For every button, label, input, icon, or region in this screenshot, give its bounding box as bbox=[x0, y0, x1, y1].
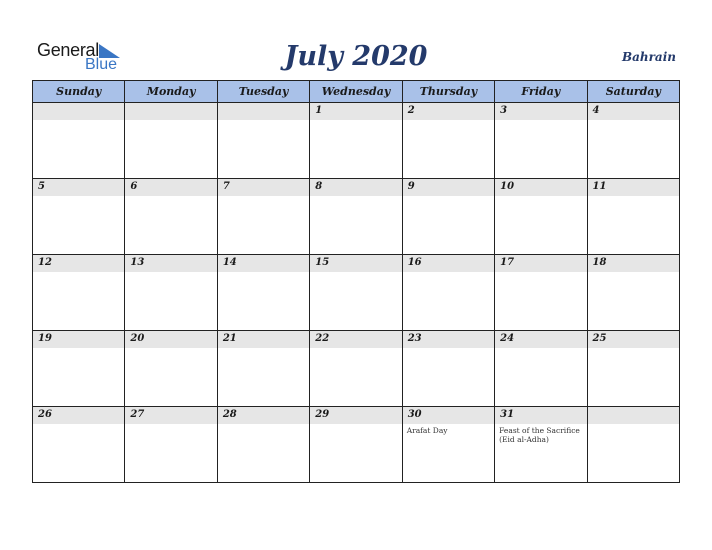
day-cell-header bbox=[125, 103, 216, 120]
day-number: 26 bbox=[38, 409, 52, 420]
day-cell bbox=[402, 331, 494, 407]
weekday-header: Friday bbox=[495, 81, 587, 103]
day-number: 13 bbox=[130, 257, 145, 268]
day-cell-header bbox=[310, 255, 401, 272]
day-number: 3 bbox=[500, 105, 508, 116]
day-cell bbox=[125, 407, 217, 483]
day-cell bbox=[402, 255, 494, 331]
day-cell bbox=[33, 331, 125, 407]
weekday-header: Thursday bbox=[402, 81, 494, 103]
calendar-title: July 2020 bbox=[284, 41, 428, 72]
day-number: 17 bbox=[500, 257, 515, 268]
day-cell bbox=[125, 331, 217, 407]
day-cell-header bbox=[495, 103, 586, 120]
day-cell-header bbox=[403, 103, 494, 120]
weekday-header: Tuesday bbox=[217, 81, 309, 103]
day-number: 25 bbox=[592, 333, 607, 344]
day-cell bbox=[495, 407, 587, 483]
logo-word-blue: Blue bbox=[85, 56, 118, 73]
day-cell bbox=[217, 255, 309, 331]
day-cell bbox=[33, 103, 125, 179]
day-number: 5 bbox=[38, 181, 45, 192]
day-cell-header bbox=[33, 179, 124, 196]
week-row bbox=[33, 331, 680, 407]
day-cell bbox=[310, 331, 402, 407]
day-cell bbox=[33, 179, 125, 255]
day-number: 31 bbox=[500, 409, 515, 420]
day-number: 11 bbox=[592, 181, 607, 192]
day-cell-header bbox=[403, 407, 494, 424]
day-cell bbox=[310, 255, 402, 331]
day-cell bbox=[402, 179, 494, 255]
day-cell bbox=[587, 331, 679, 407]
day-cell bbox=[495, 331, 587, 407]
day-cell bbox=[402, 407, 494, 483]
day-cell-header bbox=[403, 255, 494, 272]
day-cell-header bbox=[218, 255, 309, 272]
day-cell-header bbox=[218, 331, 309, 348]
day-cell-header bbox=[33, 255, 124, 272]
day-number: 21 bbox=[222, 333, 237, 344]
day-number: 9 bbox=[407, 181, 415, 192]
day-cell bbox=[495, 179, 587, 255]
day-cell bbox=[217, 103, 309, 179]
day-cell bbox=[587, 407, 679, 483]
day-cell bbox=[495, 103, 587, 179]
day-cell-header bbox=[310, 407, 401, 424]
day-number: 29 bbox=[315, 409, 330, 420]
day-cell-header bbox=[33, 407, 124, 424]
month-calendar bbox=[32, 80, 680, 483]
day-cell bbox=[217, 407, 309, 483]
day-cell-header bbox=[403, 179, 494, 196]
day-number: 2 bbox=[407, 105, 415, 116]
day-cell-header bbox=[125, 179, 216, 196]
week-row bbox=[33, 179, 680, 255]
day-cell bbox=[495, 255, 587, 331]
day-cell bbox=[217, 331, 309, 407]
day-number: 10 bbox=[500, 181, 515, 192]
day-number: 6 bbox=[130, 181, 138, 192]
day-number: 1 bbox=[315, 105, 323, 116]
day-cell-header bbox=[588, 179, 679, 196]
day-cell-header bbox=[125, 331, 216, 348]
day-number: 28 bbox=[222, 409, 237, 420]
day-number: 20 bbox=[130, 333, 145, 344]
day-cell bbox=[587, 103, 679, 179]
day-number: 12 bbox=[38, 257, 52, 268]
day-cell bbox=[217, 179, 309, 255]
day-cell bbox=[125, 103, 217, 179]
day-number: 24 bbox=[500, 333, 515, 344]
day-cell-header bbox=[125, 255, 216, 272]
day-cell-header bbox=[495, 331, 586, 348]
day-cell-header bbox=[588, 331, 679, 348]
day-cell-header bbox=[310, 103, 401, 120]
day-number: 19 bbox=[38, 333, 52, 344]
day-cell-header bbox=[218, 103, 309, 120]
day-cell-header bbox=[495, 255, 586, 272]
holiday-event: Arafat Day bbox=[406, 426, 448, 435]
day-cell-header bbox=[33, 103, 124, 120]
day-number: 23 bbox=[407, 333, 422, 344]
day-cell-header bbox=[310, 179, 401, 196]
day-number: 8 bbox=[315, 181, 323, 192]
day-cell-header bbox=[33, 331, 124, 348]
day-cell-header bbox=[310, 331, 401, 348]
weekday-header: Wednesday bbox=[310, 81, 402, 103]
logo-word-general: General bbox=[37, 40, 99, 60]
day-cell bbox=[125, 255, 217, 331]
day-cell bbox=[310, 179, 402, 255]
week-row bbox=[33, 255, 680, 331]
country-label: Bahrain bbox=[621, 50, 676, 64]
day-number: 30 bbox=[407, 409, 422, 420]
day-cell bbox=[33, 255, 125, 331]
weekday-header: Sunday bbox=[33, 81, 125, 103]
day-number: 4 bbox=[592, 105, 600, 116]
day-number: 22 bbox=[315, 333, 330, 344]
day-cell-header bbox=[588, 407, 679, 424]
day-cell bbox=[587, 179, 679, 255]
day-number: 27 bbox=[130, 409, 145, 420]
week-row bbox=[33, 407, 680, 483]
day-cell-header bbox=[588, 103, 679, 120]
day-cell-header bbox=[495, 407, 586, 424]
day-number: 14 bbox=[222, 257, 237, 268]
day-cell bbox=[125, 179, 217, 255]
day-number: 7 bbox=[222, 181, 230, 192]
holiday-event: Feast of the Sacrifice (Eid al-Adha) bbox=[499, 426, 580, 444]
day-cell-header bbox=[125, 407, 216, 424]
day-number: 16 bbox=[407, 257, 422, 268]
day-cell bbox=[33, 407, 125, 483]
day-cell bbox=[310, 407, 402, 483]
day-cell-header bbox=[495, 179, 586, 196]
weekday-header-row bbox=[33, 81, 680, 103]
weekday-header: Monday bbox=[125, 81, 217, 103]
day-cell bbox=[587, 255, 679, 331]
day-cell-header bbox=[218, 179, 309, 196]
day-number: 15 bbox=[315, 257, 330, 268]
weekday-header: Saturday bbox=[587, 81, 679, 103]
week-row bbox=[33, 103, 680, 179]
day-cell-header bbox=[403, 331, 494, 348]
day-cell bbox=[402, 103, 494, 179]
day-cell bbox=[310, 103, 402, 179]
day-cell-header bbox=[588, 255, 679, 272]
day-number: 18 bbox=[592, 257, 607, 268]
day-cell-header bbox=[218, 407, 309, 424]
